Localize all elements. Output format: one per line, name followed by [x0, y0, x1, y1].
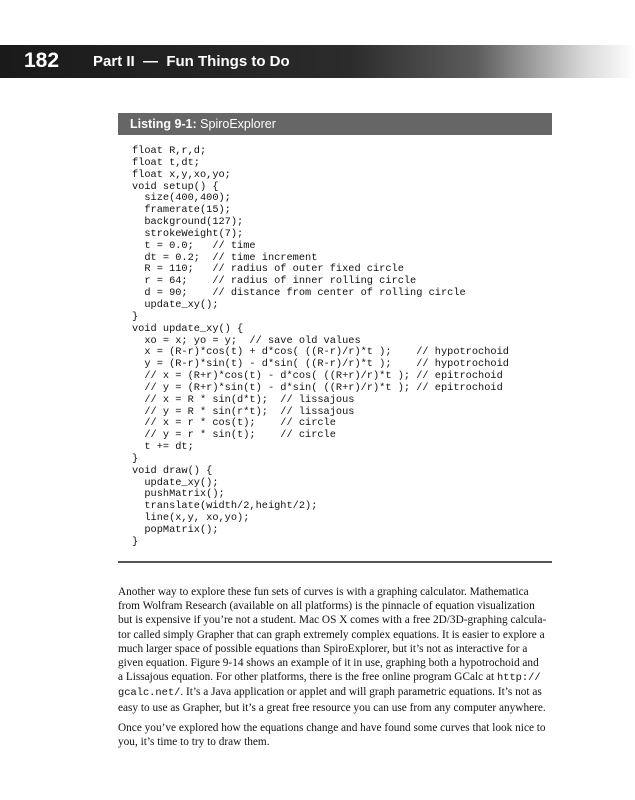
text-line: given equation. Figure 9-14 shows an example of it in use, graphing both a hypotrochoid and [118, 657, 539, 670]
code-line: update_xy(); [132, 476, 219, 489]
code-line: float t,dt; [132, 156, 200, 169]
code-line: // x = (R+r)*cos(t) - d*cos( ((R+r)/r)*t ); // epitrochoid [132, 370, 503, 383]
body-text [118, 585, 554, 755]
code-line: void update_xy() { [132, 322, 244, 335]
text-line: from Wolfram Research (available on all platforms) is the pinnacle of equation visualization [118, 600, 535, 613]
code-line: size(400,400); [132, 192, 231, 205]
code-line: void draw() { [132, 464, 213, 477]
text-line: you, it’s time to try to draw them. [118, 736, 270, 749]
code-line: line(x,y, xo,yo); [132, 512, 250, 525]
text-line: tor called simply Grapher that can graph extremely complex equations. It is easier to explore a [118, 628, 545, 641]
listing-caption-bar [118, 113, 552, 135]
code-line: R = 110; // radius of outer fixed circle [132, 263, 404, 276]
text-line [118, 685, 554, 700]
paragraph [118, 721, 554, 749]
text-segment: . It’s a Java application or applet and will graph parametric equations. It’s not as [180, 686, 542, 699]
code-line: } [132, 452, 139, 465]
code-line: // y = R * sin(r*t); // lissajous [132, 405, 355, 418]
code-line: float R,r,d; [132, 145, 207, 157]
code-line: popMatrix(); [132, 524, 219, 536]
text-line: Another way to explore these fun sets of curves is with a graphing calculator. Mathematica [118, 586, 529, 598]
code-line: translate(width/2,height/2); [132, 500, 318, 513]
part-title: Part II — Fun Things to Do [93, 53, 290, 70]
code-listing [132, 146, 552, 549]
code-line: background(127); [132, 216, 244, 229]
text-segment: a Lissajous equation. For other platforms, there is the free online program GCalc at [118, 671, 497, 684]
code-line: // y = (R+r)*sin(t) - d*sin( ((R+r)/r)*t ); // epitrochoid [132, 381, 503, 394]
code-line: y = (R-r)*sin(t) - d*sin( ((R-r)/r)*t ); // hypotrochoid [132, 358, 509, 371]
listing-caption [130, 113, 276, 135]
code-line: strokeWeight(7); [132, 227, 244, 240]
text-line [118, 670, 554, 685]
code-line: void setup() { [132, 180, 219, 193]
code-line: xo = x; yo = y; // save old values [132, 334, 361, 347]
text-line: much larger space of possible equations than SpiroExplorer, but it’s not as interactive for a [118, 642, 528, 655]
gcalc-url-part2: gcalc.net/ [118, 687, 181, 700]
text-line: but is expensive if you’re not a student. Mac OS X comes with a free 2D/3D-graphing calcula- [118, 614, 547, 627]
code-line: dt = 0.2; // time increment [132, 251, 318, 264]
code-line: // x = r * cos(t); // circle [132, 417, 336, 430]
listing-label: Listing 9-1: [130, 117, 197, 131]
code-line: t = 0.0; // time [132, 239, 256, 252]
code-line: update_xy(); [132, 298, 219, 311]
code-line: t += dt; [132, 441, 194, 454]
page-header-bar [0, 45, 635, 78]
code-line: x = (R-r)*cos(t) + d*cos( ((R-r)/r)*t ); // hypotrochoid [132, 346, 509, 359]
code-line: // x = R * sin(d*t); // lissajous [132, 393, 355, 406]
code-line: pushMatrix(); [132, 488, 225, 501]
gcalc-url-part1: http:// [496, 672, 541, 685]
code-line: // y = r * sin(t); // circle [132, 429, 336, 442]
paragraph [118, 585, 554, 715]
code-line: framerate(15); [132, 204, 231, 217]
text-line: easy to use as Grapher, but it’s a great free resource you can use from any computer anywhere. [118, 701, 546, 714]
text-line: Once you’ve explored how the equations change and have found some curves that look nice to [118, 721, 546, 734]
code-line: } [132, 310, 139, 323]
code-line: r = 64; // radius of inner rolling circle [132, 275, 417, 288]
code-line: float x,y,xo,yo; [132, 168, 231, 181]
listing-title: SpiroExplorer [200, 117, 276, 131]
listing-end-rule [118, 561, 552, 563]
code-line: } [132, 535, 139, 548]
page-number: 182 [24, 49, 60, 72]
code-line: d = 90; // distance from center of rolling circle [132, 287, 466, 300]
